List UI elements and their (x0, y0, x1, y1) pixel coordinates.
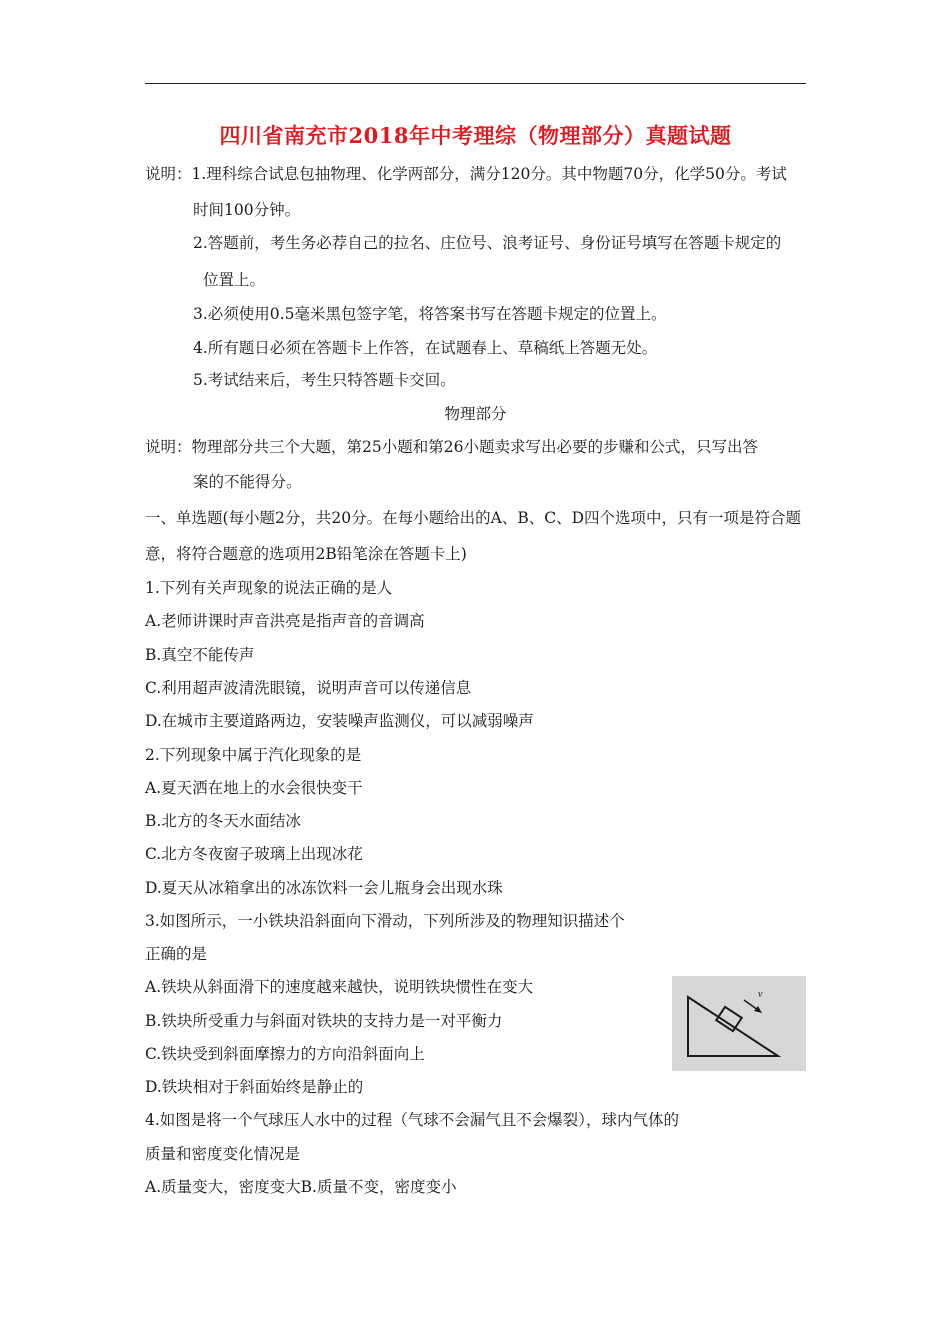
velocity-arrow-shaft (744, 1000, 758, 1010)
header-note-2: 2.答题前，考生务必荐自己的拉名、庄位号、浪考证号、身份证号填写在答题卡规定的 (193, 234, 782, 252)
q1-stem: 1.下列有关声现象的说法正确的是人 (145, 579, 393, 597)
q2-stem: 2.下列现象中属于汽化现象的是 (145, 746, 362, 764)
q3-stem: 3.如图所示，一小铁块沿斜面向下滑动，下列所涉及的物理知识描述个 (145, 912, 625, 930)
physics-note-cont: 案的不能得分。 (193, 473, 302, 491)
q4-stem-cont: 质量和密度变化情况是 (145, 1145, 301, 1163)
header-note-5: 5.考试结来后，考生只特答题卡交回。 (193, 371, 456, 389)
section-title: 物理部分 (444, 405, 507, 423)
q4-options: A.质量变大，密度变大B.质量不变，密度变小 (145, 1178, 457, 1196)
q3-option-c: C.铁块受到斜面摩擦力的方向沿斜面向上 (145, 1045, 425, 1063)
document-title: 四川省南充市2018年中考理综（物理部分）真题试题 (219, 123, 732, 148)
part1-instruction: 一、单选题(每小题2分，共20分。在每小题给出的A、B、C、D四个选项中，只有一项是符合题 (145, 509, 802, 527)
q1-option-b: B.真空不能传声 (145, 646, 255, 664)
q1-option-a: A.老师讲课时声音洪亮是指声音的音调高 (145, 612, 425, 630)
header-note-3: 3.必须使用0.5毫米黑包签字笔，将答案书写在答题卡规定的位置上。 (193, 305, 667, 323)
header-note-1-cont: 时间100分钟。 (193, 201, 301, 219)
q3-option-d: D.铁块相对于斜面始终是静止的 (145, 1078, 364, 1096)
velocity-arrow-head (754, 1006, 762, 1013)
incline-triangle (688, 997, 778, 1056)
q2-option-d: D.夏天从冰箱拿出的冰冻饮料一会儿瓶身会出现水珠 (145, 879, 503, 897)
header-note-4: 4.所有题日必须在答题卡上作答，在试题春上、草稿纸上答题无处。 (193, 339, 658, 357)
q1-option-d: D.在城市主要道路两边，安装噪声监测仪，可以减弱噪声 (145, 712, 534, 730)
q2-option-c: C.北方冬夜窗子玻璃上出现冰花 (145, 845, 363, 863)
incline-diagram (672, 976, 806, 1071)
q1-option-c: C.利用超声波清洗眼镜，说明声音可以传递信息 (145, 679, 472, 697)
velocity-label: v (758, 989, 763, 1000)
part1-instruction-cont: 意，将符合题意的选项用2B铅笔涂在答题卡上) (145, 545, 467, 563)
q3-option-b: B.铁块所受重力与斜面对铁块的支持力是一对平衡力 (145, 1012, 503, 1030)
q2-option-a: A.夏天洒在地上的水会很快变干 (145, 779, 363, 797)
q4-stem: 4.如图是将一个气球压人水中的过程（气球不会漏气且不会爆裂），球内气体的 (145, 1111, 680, 1129)
q3-stem-cont: 正确的是 (145, 945, 208, 963)
incline-figure (672, 976, 806, 1071)
physics-note: 说明：物理部分共三个大题，第25小题和第26小题卖求写出必要的步赚和公式，只写出答 (145, 438, 758, 456)
header-note-1: 说明：1.理科综合试息包抽物理、化学两部分，满分120分。其中物题70分，化学50分。考试 (145, 165, 787, 183)
q2-option-b: B.北方的冬天水面结冰 (145, 812, 301, 830)
top-rule (145, 83, 806, 84)
q3-option-a: A.铁块从斜面滑下的速度越来越快，说明铁块惯性在变大 (145, 978, 534, 996)
header-note-2-cont: 位置上。 (203, 271, 266, 289)
